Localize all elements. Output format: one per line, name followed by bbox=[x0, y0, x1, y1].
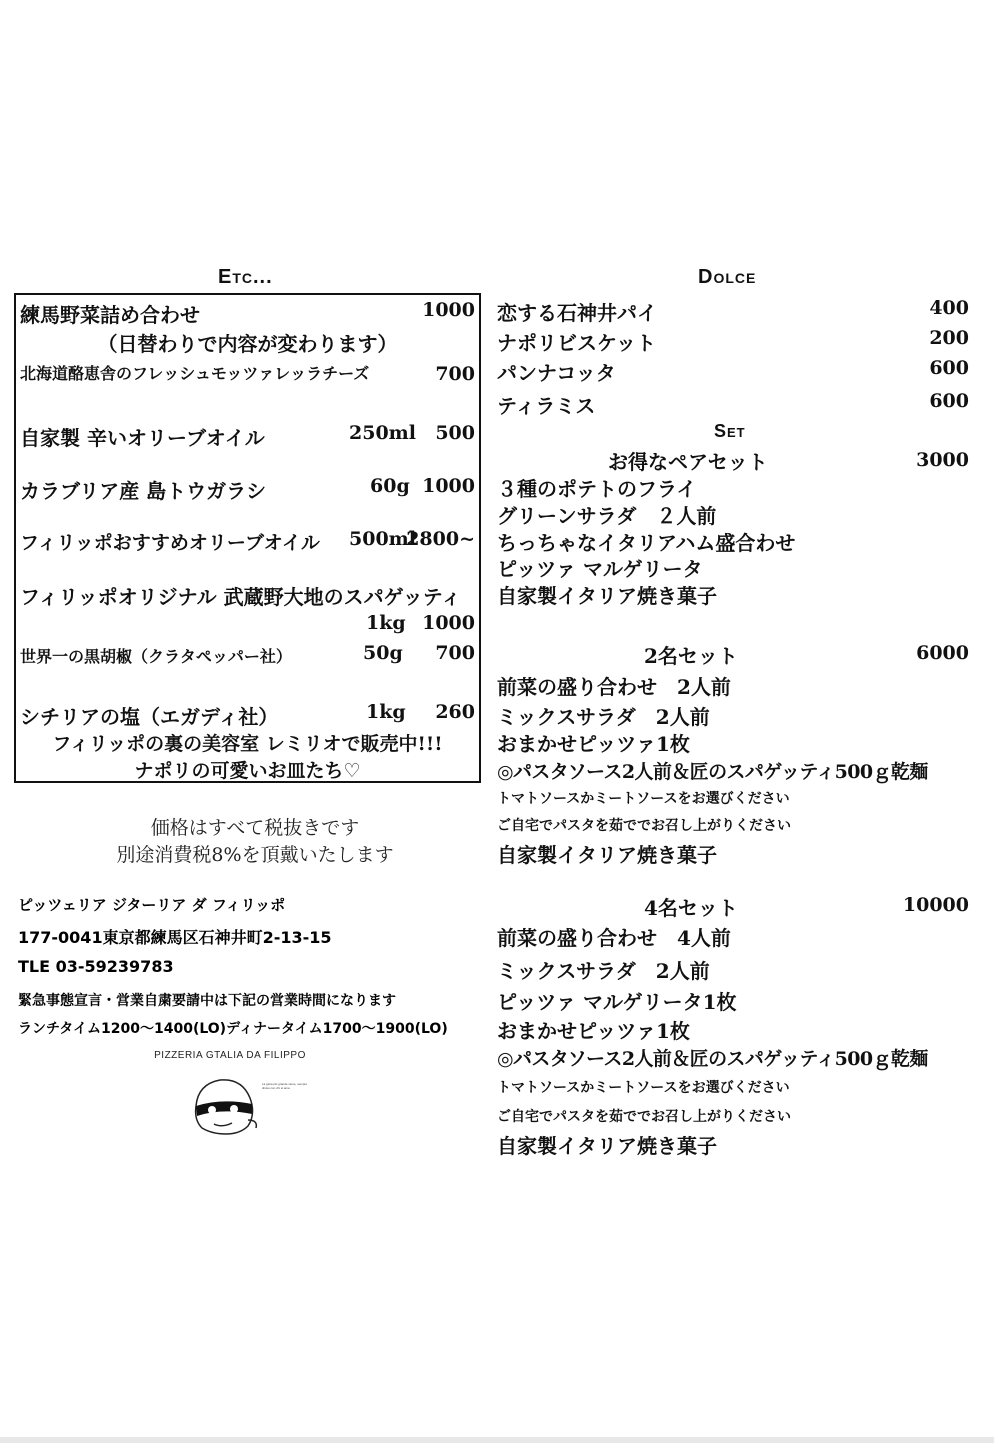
item-price: 700 bbox=[435, 642, 475, 664]
etc-item-spaghetti-amount bbox=[20, 612, 475, 640]
etc-item-salt bbox=[20, 701, 475, 729]
etc-salon-note: フィリッポの裏の美容室 レミリオで販売中!!! bbox=[52, 733, 443, 755]
four-set-item: ミックスサラダ 2人前 bbox=[497, 959, 710, 983]
two-set-item: ミックスサラダ 2人前 bbox=[497, 705, 710, 729]
etc-item-mozzarella bbox=[20, 361, 475, 389]
etc-daily-note: （日替わりで内容が変わります） bbox=[97, 332, 398, 356]
two-set-note1: トマトソースかミートソースをお選びください bbox=[497, 791, 790, 807]
etc-item-vegetables bbox=[20, 299, 475, 327]
item-name: ティラミス bbox=[497, 394, 596, 418]
item-name: 練馬野菜詰め合わせ bbox=[20, 303, 200, 327]
item-price: 2800~ bbox=[406, 528, 475, 550]
item-price: 600 bbox=[929, 357, 969, 379]
item-price: 700 bbox=[435, 363, 475, 385]
item-price: 1000 bbox=[422, 475, 475, 497]
etc-menu-box bbox=[14, 293, 481, 783]
dolce-item bbox=[497, 357, 969, 385]
item-name: フィリッポおすすめオリーブオイル bbox=[20, 532, 320, 554]
four-set-note2: ご自宅でパスタを茹ででお召し上がりください bbox=[497, 1109, 791, 1125]
dolce-item bbox=[497, 390, 969, 418]
item-name: パンナコッタ bbox=[497, 361, 616, 385]
item-price: 600 bbox=[929, 390, 969, 412]
pair-set-item: ピッツァ マルゲリータ bbox=[497, 557, 703, 581]
etc-heading: Etc... bbox=[218, 266, 273, 288]
four-set-item: ピッツァ マルゲリータ1枚 bbox=[497, 990, 737, 1014]
pair-set-item: グリーンサラダ ２人前 bbox=[497, 504, 717, 528]
pair-set-price: 3000 bbox=[916, 449, 969, 471]
four-set-note1: トマトソースかミートソースをお選びください bbox=[497, 1080, 790, 1096]
two-set-title: 2名セット bbox=[644, 644, 738, 668]
dolce-item bbox=[497, 297, 969, 325]
tax-note-line2: 別途消費税8%を頂戴いたします bbox=[116, 844, 394, 866]
tax-note-line1: 価格はすべて税抜きです bbox=[150, 817, 360, 839]
item-name: 恋する石神井パイ bbox=[497, 301, 657, 325]
item-price: 400 bbox=[929, 297, 969, 319]
bottom-edge bbox=[0, 1437, 994, 1443]
two-set-item: ◎パスタソース2人前＆匠のスパゲッティ500ｇ乾麺 bbox=[497, 761, 928, 783]
four-set-item: 前菜の盛り合わせ 4人前 bbox=[497, 926, 731, 950]
item-name: シチリアの塩（エガディ社） bbox=[20, 705, 279, 729]
item-name: 世界一の黒胡椒（クラタペッパー社） bbox=[20, 647, 292, 666]
etc-plates-note: ナポリの可愛いお皿たち♡ bbox=[134, 760, 361, 782]
dolce-item bbox=[497, 327, 969, 355]
pair-set-item: ちっちゃなイタリアハム盛合わせ bbox=[497, 531, 796, 555]
two-set-item-last: 自家製イタリア焼き菓子 bbox=[497, 843, 717, 867]
two-set-price: 6000 bbox=[916, 642, 969, 664]
item-amount: 250ml bbox=[349, 422, 416, 444]
etc-item-spaghetti bbox=[20, 581, 475, 609]
four-set-title: 4名セット bbox=[644, 896, 738, 920]
four-set-item: ◎パスタソース2人前＆匠のスパゲッティ500ｇ乾麺 bbox=[497, 1048, 928, 1070]
shop-name: ピッツェリア ジターリア ダ フィリッポ bbox=[18, 896, 286, 914]
etc-item-spicy-oil bbox=[20, 422, 475, 450]
business-hours: ランチタイム1200～1400(LO)ディナータイム1700～1900(LO) bbox=[18, 1021, 448, 1037]
item-price: 1000 bbox=[422, 612, 475, 634]
logo-text: PIZZERIA GTALIA DA FILIPPO bbox=[154, 1050, 306, 1061]
shop-logo bbox=[150, 1050, 310, 1140]
etc-item-olive-oil bbox=[20, 528, 475, 556]
item-name: 北海道酪恵舎のフレッシュモッツァレッラチーズ bbox=[20, 364, 370, 383]
four-set-item-last: 自家製イタリア焼き菓子 bbox=[497, 1134, 717, 1158]
item-amount: 500ml bbox=[349, 528, 416, 550]
shop-address: 177-0041東京都練馬区石神井町2-13-15 bbox=[18, 928, 332, 947]
etc-item-pepper bbox=[20, 642, 475, 670]
set-heading: Set bbox=[714, 421, 746, 441]
item-name: フィリッポオリジナル 武蔵野大地のスパゲッティ bbox=[20, 585, 462, 609]
two-set-item: おまかせピッツァ1枚 bbox=[497, 732, 690, 756]
item-price: 500 bbox=[435, 422, 475, 444]
item-name: ナポリビスケット bbox=[497, 331, 656, 355]
dolce-heading: Dolce bbox=[698, 266, 757, 288]
pair-set-item: 自家製イタリア焼き菓子 bbox=[497, 584, 717, 608]
item-price: 200 bbox=[929, 327, 969, 349]
item-amount: 50g bbox=[363, 642, 403, 664]
item-name: 自家製 辛いオリーブオイル bbox=[20, 426, 265, 450]
two-set-note2: ご自宅でパスタを茹ででお召し上がりください bbox=[497, 818, 791, 834]
mascot-icon bbox=[150, 1062, 310, 1140]
item-amount: 60g bbox=[370, 475, 410, 497]
logo-small-text: La gioia più grande viene, sempre diviso con chi si ama bbox=[262, 1082, 308, 1090]
emergency-notice: 緊急事態宣言・営業自粛要請中は下記の営業時間になります bbox=[18, 993, 396, 1009]
item-price: 260 bbox=[435, 701, 475, 723]
four-set-item: おまかせピッツァ1枚 bbox=[497, 1019, 690, 1043]
pair-set-title: お得なペアセット bbox=[608, 450, 768, 474]
two-set-item: 前菜の盛り合わせ 2人前 bbox=[497, 675, 731, 699]
item-amount: 1kg bbox=[366, 701, 406, 723]
pair-set-item: ３種のポテトのフライ bbox=[497, 477, 697, 501]
item-amount: 1kg bbox=[366, 612, 406, 634]
item-price: 1000 bbox=[422, 299, 475, 321]
four-set-price: 10000 bbox=[902, 894, 969, 916]
etc-item-chili bbox=[20, 475, 475, 503]
item-name: カラブリア産 島トウガラシ bbox=[20, 479, 267, 503]
shop-tel: TLE 03-59239783 bbox=[18, 957, 174, 976]
